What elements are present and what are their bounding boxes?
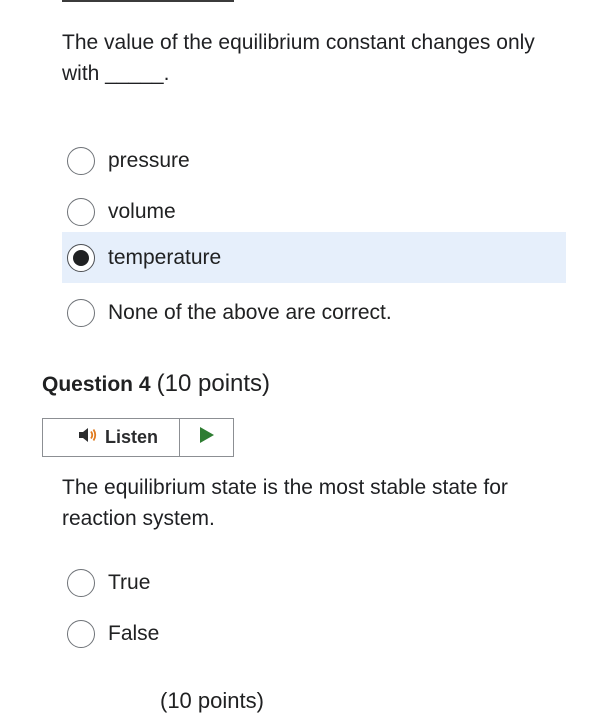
radio-button[interactable] [67,299,95,327]
q3-option-temperature[interactable] [62,232,566,283]
question-number: Question 4 [42,373,151,396]
option-label: pressure [108,149,190,172]
q4-option-false[interactable] [62,609,566,659]
listen-button[interactable] [43,419,179,456]
q3-option-pressure[interactable] [62,136,566,186]
radio-button[interactable] [67,620,95,648]
question-4-header [42,370,270,398]
question-4-text: The equilibrium state is the most stable state for reaction system. [62,476,508,530]
q3-option-none[interactable] [62,288,566,338]
q3-option-volume[interactable] [62,187,566,237]
question-3-text: The value of the equilibrium constant changes only with _____. [62,31,535,85]
radio-button[interactable] [67,147,95,175]
speaker-icon [77,426,99,449]
option-label: volume [108,200,176,223]
q4-option-true[interactable] [62,558,566,608]
listen-widget [42,418,234,457]
option-label: True [108,571,151,594]
option-label: temperature [108,245,222,269]
option-label: False [108,622,160,645]
top-divider [62,0,234,2]
option-label: None of the above are correct. [108,301,392,324]
listen-label: Listen [105,427,159,447]
next-question-points-partial: (10 points) [160,688,264,713]
radio-button-selected[interactable] [67,244,95,272]
question-points: (10 points) [156,370,271,397]
play-icon [199,426,215,449]
radio-button[interactable] [67,198,95,226]
play-button[interactable] [180,419,233,456]
radio-button[interactable] [67,569,95,597]
